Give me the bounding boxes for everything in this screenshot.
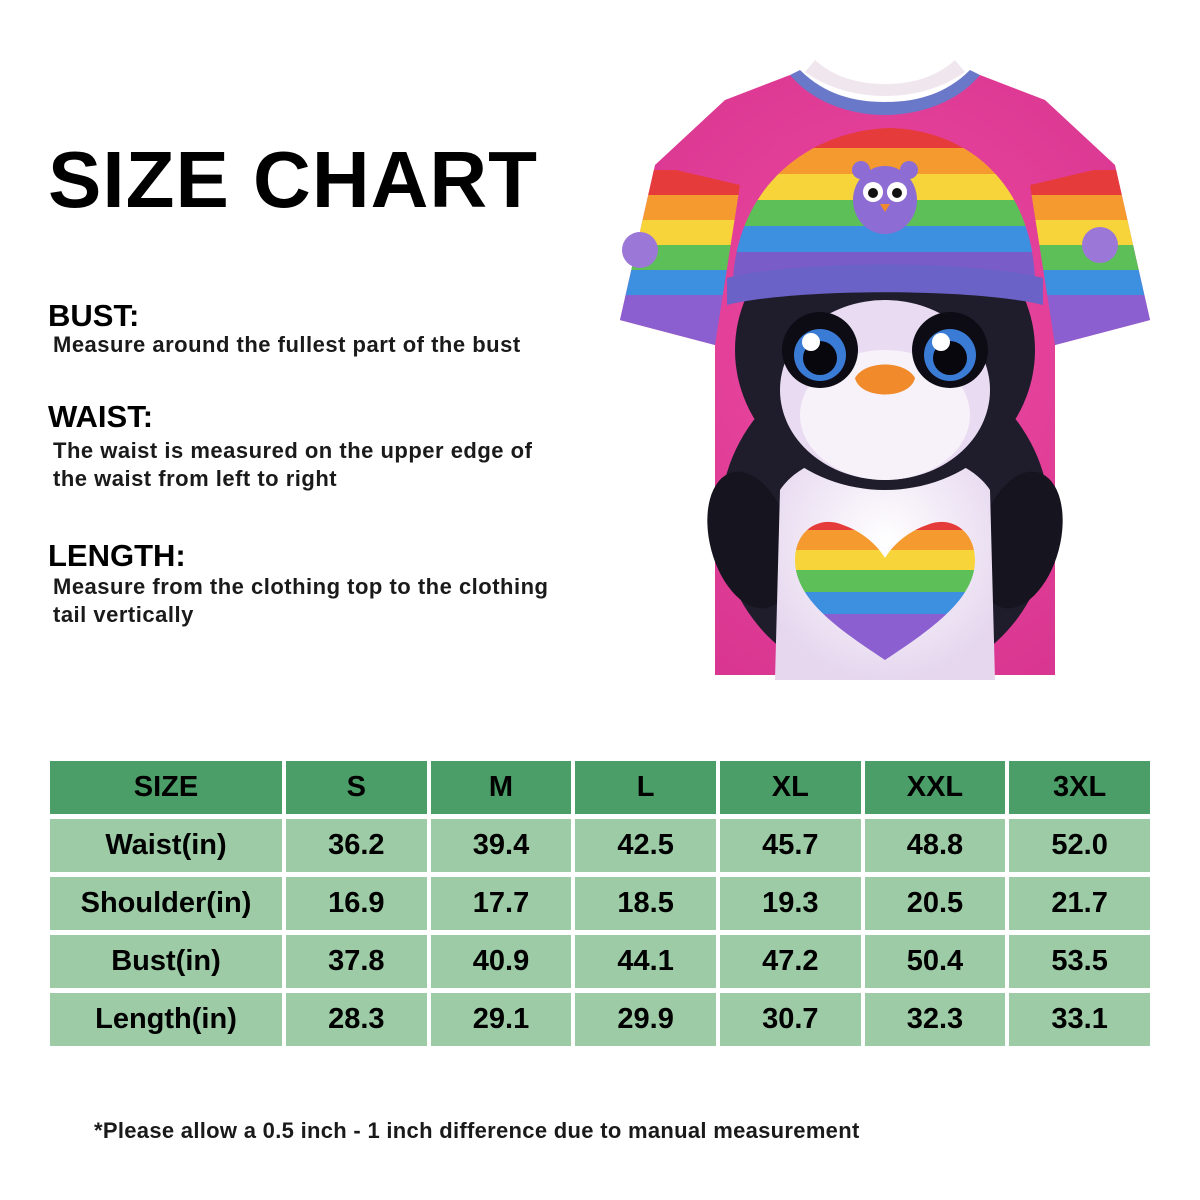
table-cell: 32.3 (865, 993, 1006, 1046)
table-cell: 42.5 (575, 819, 716, 872)
table-cell: 39.4 (431, 819, 572, 872)
page-title: SIZE CHART (48, 135, 538, 224)
table-cell: 17.7 (431, 877, 572, 930)
table-cell: 30.7 (720, 993, 861, 1046)
tshirt-illustration (615, 20, 1155, 680)
header-cell: M (431, 761, 572, 814)
bust-term: BUST: (48, 298, 140, 333)
table-cell: 33.1 (1009, 993, 1150, 1046)
table-cell: Bust(in) (50, 935, 282, 988)
footnote: *Please allow a 0.5 inch - 1 inch difference due to manual measurement (94, 1118, 860, 1143)
length-description-line: tail vertically (53, 602, 194, 627)
table-cell: 50.4 (865, 935, 1006, 988)
table-cell: 20.5 (865, 877, 1006, 930)
header-cell: SIZE (50, 761, 282, 814)
length-description (53, 573, 549, 629)
header-cell: L (575, 761, 716, 814)
table-cell: 45.7 (720, 819, 861, 872)
table-cell: 40.9 (431, 935, 572, 988)
table-cell: 28.3 (286, 993, 427, 1046)
table-cell: 16.9 (286, 877, 427, 930)
waist-term: WAIST: (48, 399, 154, 434)
table-cell: 48.8 (865, 819, 1006, 872)
table-row (50, 877, 1150, 930)
table-cell: Length(in) (50, 993, 282, 1046)
table-cell: 29.1 (431, 993, 572, 1046)
table-cell: 37.8 (286, 935, 427, 988)
waist-description (53, 437, 532, 493)
bust-description-line: Measure around the fullest part of the bust (53, 332, 521, 357)
table-cell: 36.2 (286, 819, 427, 872)
table-cell: 53.5 (1009, 935, 1150, 988)
table-cell: 19.3 (720, 877, 861, 930)
table-row (50, 993, 1150, 1046)
waist-description-line: The waist is measured on the upper edge of (53, 438, 533, 463)
header-cell: XXL (865, 761, 1006, 814)
table-cell: 29.9 (575, 993, 716, 1046)
size-chart-table (46, 756, 1154, 1051)
table-cell: 21.7 (1009, 877, 1150, 930)
header-cell: 3XL (1009, 761, 1150, 814)
waist-description-line: the waist from left to right (53, 466, 338, 491)
table-header-row (50, 761, 1150, 814)
table-cell: 52.0 (1009, 819, 1150, 872)
table-row (50, 935, 1150, 988)
table-cell: Shoulder(in) (50, 877, 282, 930)
header-cell: XL (720, 761, 861, 814)
table-cell: 47.2 (720, 935, 861, 988)
table-cell: 44.1 (575, 935, 716, 988)
table-cell: Waist(in) (50, 819, 282, 872)
length-description-line: Measure from the clothing top to the clothing (53, 574, 549, 599)
table-row (50, 819, 1150, 872)
bust-description (53, 331, 521, 359)
header-cell: S (286, 761, 427, 814)
table-cell: 18.5 (575, 877, 716, 930)
length-term: LENGTH: (48, 538, 186, 573)
